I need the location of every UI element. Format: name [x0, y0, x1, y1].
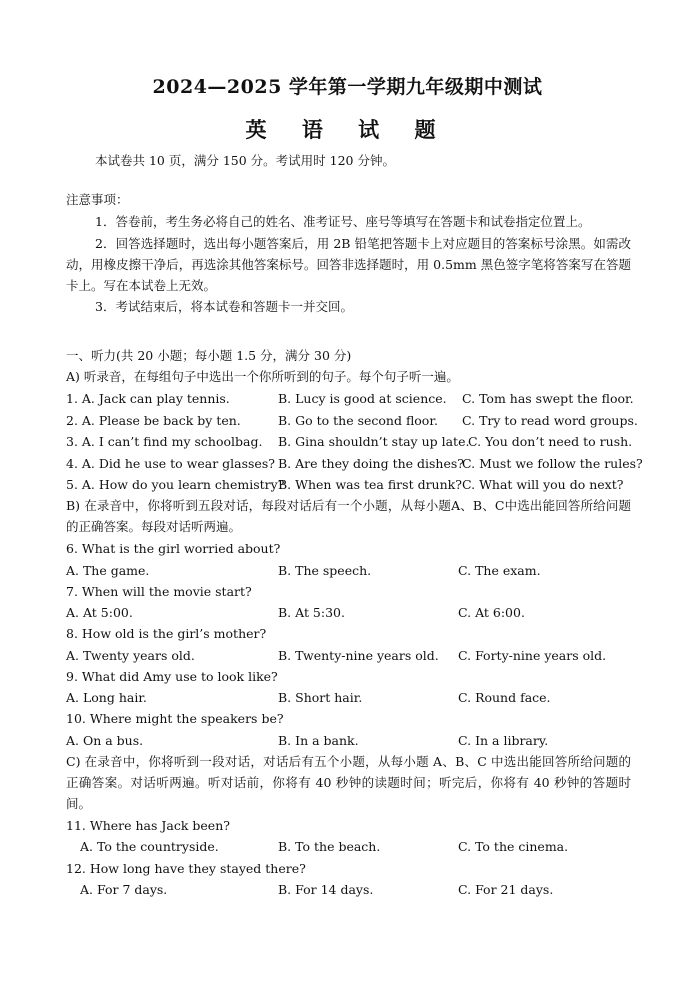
option-a: 5. A. How do you learn chemistry?: [66, 477, 285, 492]
option-c: C. Tom has swept the floor.: [462, 391, 634, 406]
option-a: A. Long hair.: [66, 690, 147, 705]
option-a: A. On a bus.: [66, 733, 144, 748]
option-b: B. When was tea first drunk?: [278, 477, 462, 492]
partC-instruction: C) 在录音中，你将听到一段对话，对话后有五个小题，从每小题 A、B、C 中选出能回答所给问题的正确答案。对话听两遍。听对话前，你将有 40 秒钟的读题时间；听完后，你将有 40 秒钟的答题时间。: [66, 754, 631, 811]
section1-heading: 一、听力(共 20 小题；每小题 1.5 分，满分 30 分): [66, 348, 352, 363]
option-c: C. At 6:00.: [458, 605, 525, 620]
option-b: B. For 14 days.: [278, 882, 374, 897]
option-c: C. Round face.: [458, 690, 551, 705]
option-b: B. In a bank.: [278, 733, 359, 748]
note-1: 1．答卷前，考生务必将自己的姓名、准考证号、座号等填写在答题卡和试卷指定位置上。: [95, 214, 591, 229]
option-b: B. To the beach.: [278, 839, 381, 854]
question: 10. Where might the speakers be?: [66, 711, 284, 726]
partA-instruction: A) 听录音，在每组句子中选出一个你所听到的句子。每个句子听一遍。: [66, 369, 459, 384]
question: 6. What is the girl worried about?: [66, 541, 281, 556]
partB-instruction: B) 在录音中，你将听到五段对话，每段对话后有一个小题，从每小题A、B、C中选出能回答所给问题的正确答案。每段对话听两遍。: [66, 498, 631, 534]
option-b: B. At 5:30.: [278, 605, 345, 620]
question: 11. Where has Jack been?: [66, 818, 230, 833]
option-b: B. Go to the second floor.: [278, 413, 438, 428]
option-c: C. For 21 days.: [458, 882, 554, 897]
option-a: A. For 7 days.: [80, 882, 168, 897]
question: 7. When will the movie start?: [66, 584, 252, 599]
option-c: C. Must we follow the rules?: [462, 456, 643, 471]
option-c: C. To the cinema.: [458, 839, 569, 854]
option-c: C. In a library.: [458, 733, 549, 748]
note-2: 2．回答选择题时，选出每小题答案后，用 2B 铅笔把答题卡上对应题目的答案标号涂黑。如需改动，用橡皮擦干净后，再选涂其他答案标号。回答非选择题时，用 0.5mm 黑色签字笔将答案写在答题卡上。写在本试卷上无效。: [66, 236, 631, 293]
option-b: B. Are they doing the dishes?: [278, 456, 464, 471]
question: 9. What did Amy use to look like?: [66, 669, 278, 684]
option-c: C. The exam.: [458, 563, 541, 578]
option-a: A. At 5:00.: [66, 605, 133, 620]
question: 8. How old is the girl’s mother?: [66, 626, 267, 641]
option-a: A. Twenty years old.: [66, 648, 195, 663]
option-a: A. The game.: [66, 563, 150, 578]
option-c: C. Try to read word groups.: [462, 413, 638, 428]
option-a: 2. A. Please be back by ten.: [66, 413, 241, 428]
option-a: 1. A. Jack can play tennis.: [66, 391, 230, 406]
option-a: 4. A. Did he use to wear glasses?: [66, 456, 275, 471]
option-b: B. Short hair.: [278, 690, 363, 705]
option-c: C. What will you do next?: [462, 477, 624, 492]
option-b: B. The speech.: [278, 563, 372, 578]
question: 12. How long have they stayed there?: [66, 861, 306, 876]
notes-heading: 注意事项：: [66, 192, 129, 207]
option-a: A. To the countryside.: [80, 839, 219, 854]
exam-intro: 本试卷共 10 页，满分 150 分。考试用时 120 分钟。: [95, 153, 395, 168]
option-c: C. Forty-nine years old.: [458, 648, 607, 663]
option-b: B. Twenty-nine years old.: [278, 648, 439, 663]
exam-subtitle: 英 语 试 题: [245, 117, 450, 142]
option-a: 3. A. I can’t find my schoolbag.: [66, 434, 263, 449]
option-c: C. You don’t need to rush.: [468, 434, 633, 449]
note-3: 3．考试结束后，将本试卷和答题卡一并交回。: [95, 299, 353, 314]
exam-title: 2024—2025 学年第一学期九年级期中测试: [152, 76, 543, 98]
option-b: B. Gina shouldn’t stay up late.: [278, 434, 470, 449]
option-b: B. Lucy is good at science.: [278, 391, 447, 406]
